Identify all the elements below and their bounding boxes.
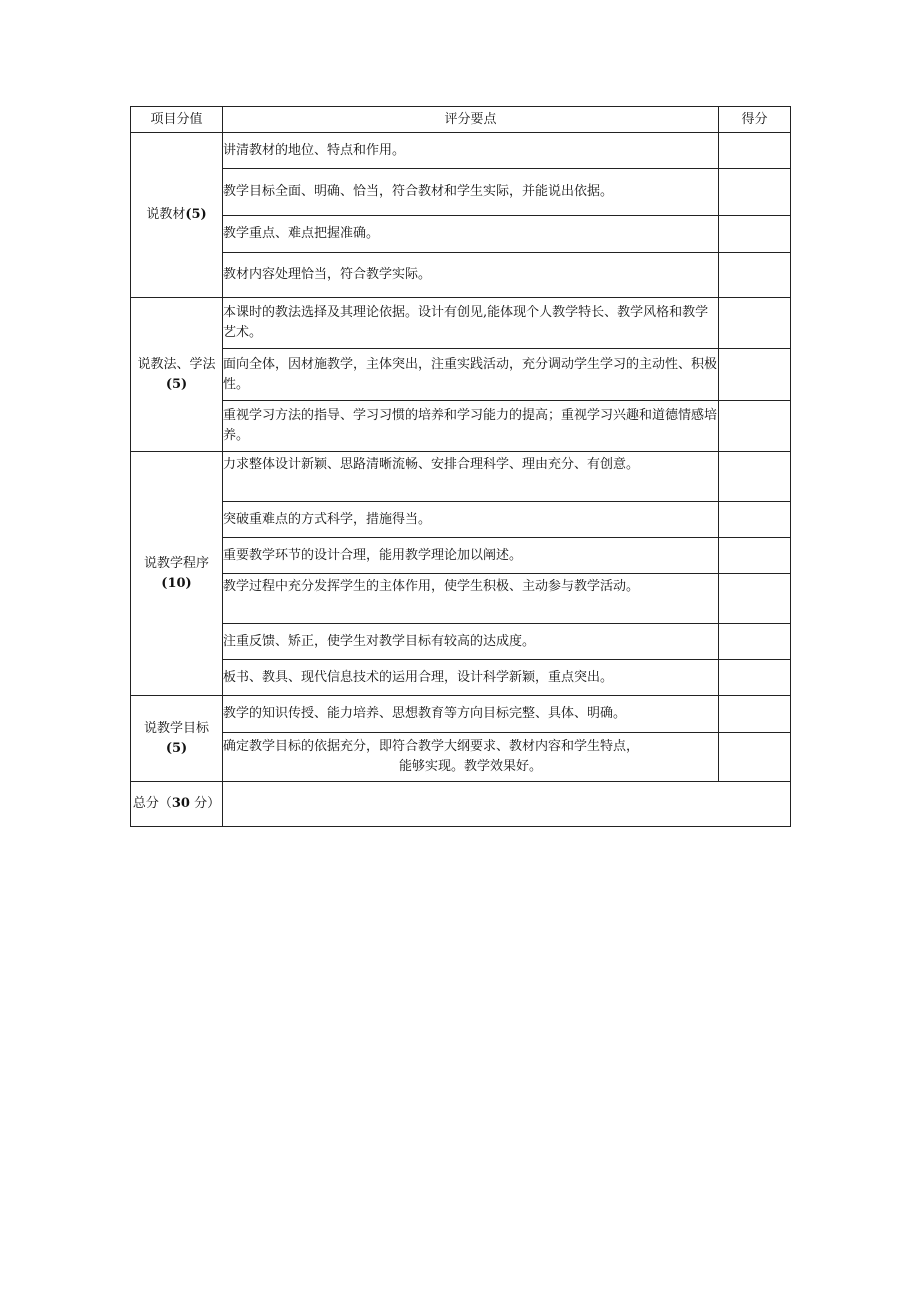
category-points: (5) (185, 207, 207, 222)
table-row (131, 253, 791, 298)
score-input-cell[interactable] (719, 401, 791, 452)
score-input-cell[interactable] (719, 574, 791, 624)
score-input-cell[interactable] (719, 133, 791, 169)
table-row (131, 216, 791, 253)
score-input-cell[interactable] (719, 502, 791, 538)
score-input-cell[interactable] (719, 538, 791, 574)
category-points: (10) (161, 575, 192, 591)
table-row (131, 298, 791, 349)
category-cell (131, 298, 223, 452)
score-input-cell[interactable] (719, 216, 791, 253)
category-name: 说教学程序 (143, 555, 209, 571)
criterion-text: 教材内容处理恰当，符合教学实际。 (223, 253, 719, 298)
criterion-text-continued: 能够实现。教学效果好。 (398, 759, 542, 774)
score-input-cell[interactable] (719, 253, 791, 298)
table-row (131, 133, 791, 169)
table-row (131, 401, 791, 452)
criterion-text: 重视学习方法的指导、学习习惯的培养和学习能力的提高；重视学习兴趣和道德情感培养。 (223, 401, 719, 452)
category-name: 说教学目标 (143, 720, 209, 736)
criterion-text: 力求整体设计新颖、思路清晰流畅、安排合理科学、理由充分、有创意。 (223, 452, 719, 502)
scoring-table (130, 106, 791, 827)
table-header-row (131, 107, 791, 133)
criterion-text: 重要教学环节的设计合理，能用教学理论加以阐述。 (223, 538, 719, 574)
header-points-col: 评分要点 (223, 107, 719, 133)
criterion-text: 教学过程中充分发挥学生的主体作用，使学生积极、主动参与教学活动。 (223, 574, 719, 624)
table-row (131, 452, 791, 502)
score-input-cell[interactable] (719, 624, 791, 660)
total-suffix: 分） (189, 796, 221, 811)
category-cell (131, 696, 223, 782)
table-row (131, 696, 791, 733)
category-name: 说教材 (146, 207, 186, 222)
criterion-text: 突破重难点的方式科学，措施得当。 (223, 502, 719, 538)
table-row (131, 502, 791, 538)
criterion-text: 本课时的教法选择及其理论依据。设计有创见,能体现个人教学特长、教学风格和教学艺术。 (223, 298, 719, 349)
total-label (131, 782, 223, 827)
criterion-text: 确定教学目标的依据充分，即符合教学大纲要求、教材内容和学生特点， (223, 739, 640, 754)
criterion-text: 讲清教材的地位、特点和作用。 (223, 133, 719, 169)
criterion-text: 板书、教具、现代信息技术的运用合理，设计科学新颖，重点突出。 (223, 660, 719, 696)
category-cell (131, 452, 223, 696)
score-input-cell[interactable] (719, 452, 791, 502)
score-input-cell[interactable] (719, 660, 791, 696)
criterion-text: 面向全体，因材施教学，主体突出，注重实践活动，充分调动学生学习的主动性、积极性。 (223, 349, 719, 401)
table-row (131, 574, 791, 624)
score-input-cell[interactable] (719, 349, 791, 401)
total-points: 30 (171, 796, 190, 811)
total-row (131, 782, 791, 827)
category-points: (5) (165, 740, 188, 756)
criterion-text: 注重反馈、矫正，使学生对教学目标有较高的达成度。 (223, 624, 719, 660)
score-input-cell[interactable] (719, 733, 791, 782)
total-score-cell[interactable] (223, 782, 791, 827)
table-row (131, 624, 791, 660)
criterion-text: 教学重点、难点把握准确。 (223, 216, 719, 253)
criterion-text: 教学的知识传授、能力培养、思想教育等方向目标完整、具体、明确。 (223, 696, 719, 733)
header-score-col: 得分 (719, 107, 791, 133)
category-points: (5) (165, 376, 188, 392)
category-name: 说教法、学法 (137, 356, 216, 372)
category-cell (131, 133, 223, 298)
criterion-cell (223, 733, 719, 782)
table-row (131, 660, 791, 696)
criterion-text: 教学目标全面、明确、恰当，符合教材和学生实际，并能说出依据。 (223, 169, 719, 216)
score-input-cell[interactable] (719, 298, 791, 349)
table-row (131, 733, 791, 782)
score-input-cell[interactable] (719, 696, 791, 733)
table-row (131, 349, 791, 401)
score-input-cell[interactable] (719, 169, 791, 216)
total-prefix: 总分（ (132, 796, 172, 811)
table-row (131, 169, 791, 216)
header-item-col: 项目分值 (131, 107, 223, 133)
table-row (131, 538, 791, 574)
